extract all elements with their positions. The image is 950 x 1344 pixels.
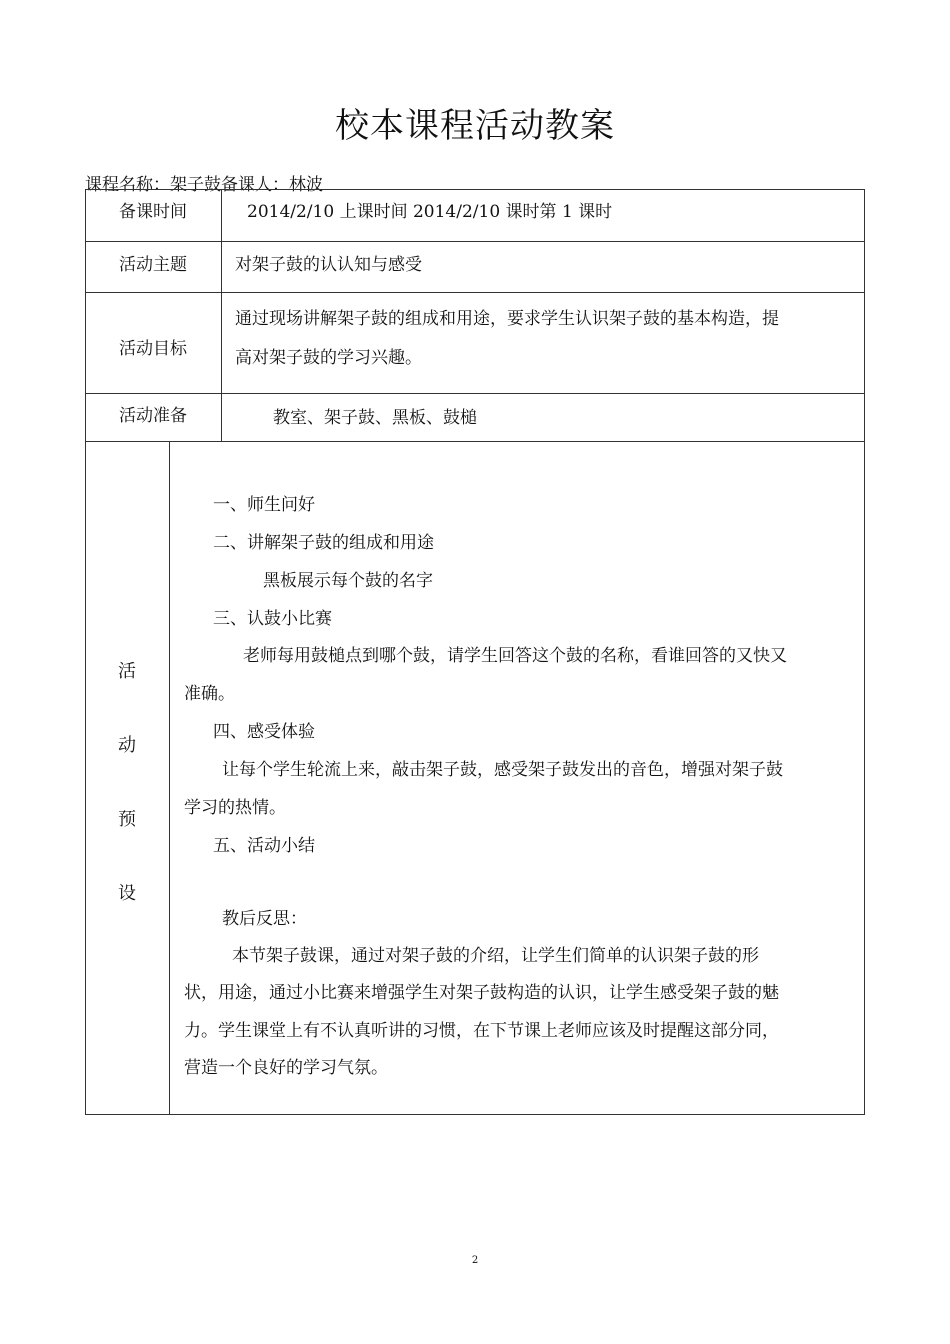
reflection-heading: 教后反思：	[222, 909, 307, 929]
plan-label-char: 预	[118, 809, 136, 830]
prep-time-label: 备课时间	[119, 202, 187, 222]
document-title: 校本课程活动教案	[335, 106, 615, 146]
page-number: 2	[471, 1255, 479, 1266]
theme-value: 对架子鼓的认认知与感受	[235, 255, 422, 275]
reflection-line: 本节架子鼓课，通过对架子鼓的介绍，让学生们简单的认识架子鼓的形	[232, 946, 759, 966]
plan-label-char: 活	[118, 661, 136, 682]
materials-value: 教室、架子鼓、黑板、鼓槌	[273, 408, 477, 428]
plan-label-char: 设	[118, 883, 136, 904]
prep-time-value: 2014/2/10 上课时间 2014/2/10 课时第 1 课时	[247, 202, 613, 222]
goal-line-1: 通过现场讲解架子鼓的组成和用途，要求学生认识架子鼓的基本构造，提	[235, 309, 779, 329]
reflection-line: 营造一个良好的学习气氛。	[184, 1058, 388, 1078]
plan-step-1: 一、师生问好	[213, 495, 315, 515]
plan-step-5: 五、活动小结	[213, 836, 315, 856]
materials-label: 活动准备	[119, 406, 187, 426]
goal-line-2: 高对架子鼓的学习兴趣。	[235, 348, 422, 368]
plan-step-3: 三、认鼓小比赛	[213, 609, 332, 629]
row-divider	[85, 241, 865, 242]
plan-step-4-detail-cont: 学习的热情。	[184, 798, 286, 818]
theme-label: 活动主题	[119, 255, 187, 275]
plan-step-4-detail: 让每个学生轮流上来，敲击架子鼓，感受架子鼓发出的音色，增强对架子鼓	[222, 760, 783, 780]
goal-label: 活动目标	[119, 339, 187, 359]
plan-step-3-detail-cont: 准确。	[184, 684, 235, 704]
reflection-line: 状，用途，通过小比赛来增强学生对架子鼓构造的认识，让学生感受架子鼓的魅	[184, 983, 779, 1003]
row-divider	[85, 292, 865, 293]
row-divider	[85, 441, 865, 442]
course-info-line: 课程名称：架子鼓备课人：林波	[85, 175, 323, 195]
plan-step-2-detail: 黑板展示每个鼓的名字	[263, 571, 433, 591]
plan-label-char: 动	[118, 735, 136, 756]
plan-step-3-detail: 老师每用鼓槌点到哪个鼓，请学生回答这个鼓的名称，看谁回答的又快又	[243, 646, 787, 666]
plan-step-4: 四、感受体验	[213, 722, 315, 742]
plan-step-2: 二、讲解架子鼓的组成和用途	[213, 533, 434, 553]
reflection-line: 力。学生课堂上有不认真听讲的习惯，在下节课上老师应该及时提醒这部分同，	[184, 1021, 779, 1041]
column-divider	[221, 189, 222, 441]
row-divider	[85, 393, 865, 394]
column-divider	[169, 441, 170, 1115]
